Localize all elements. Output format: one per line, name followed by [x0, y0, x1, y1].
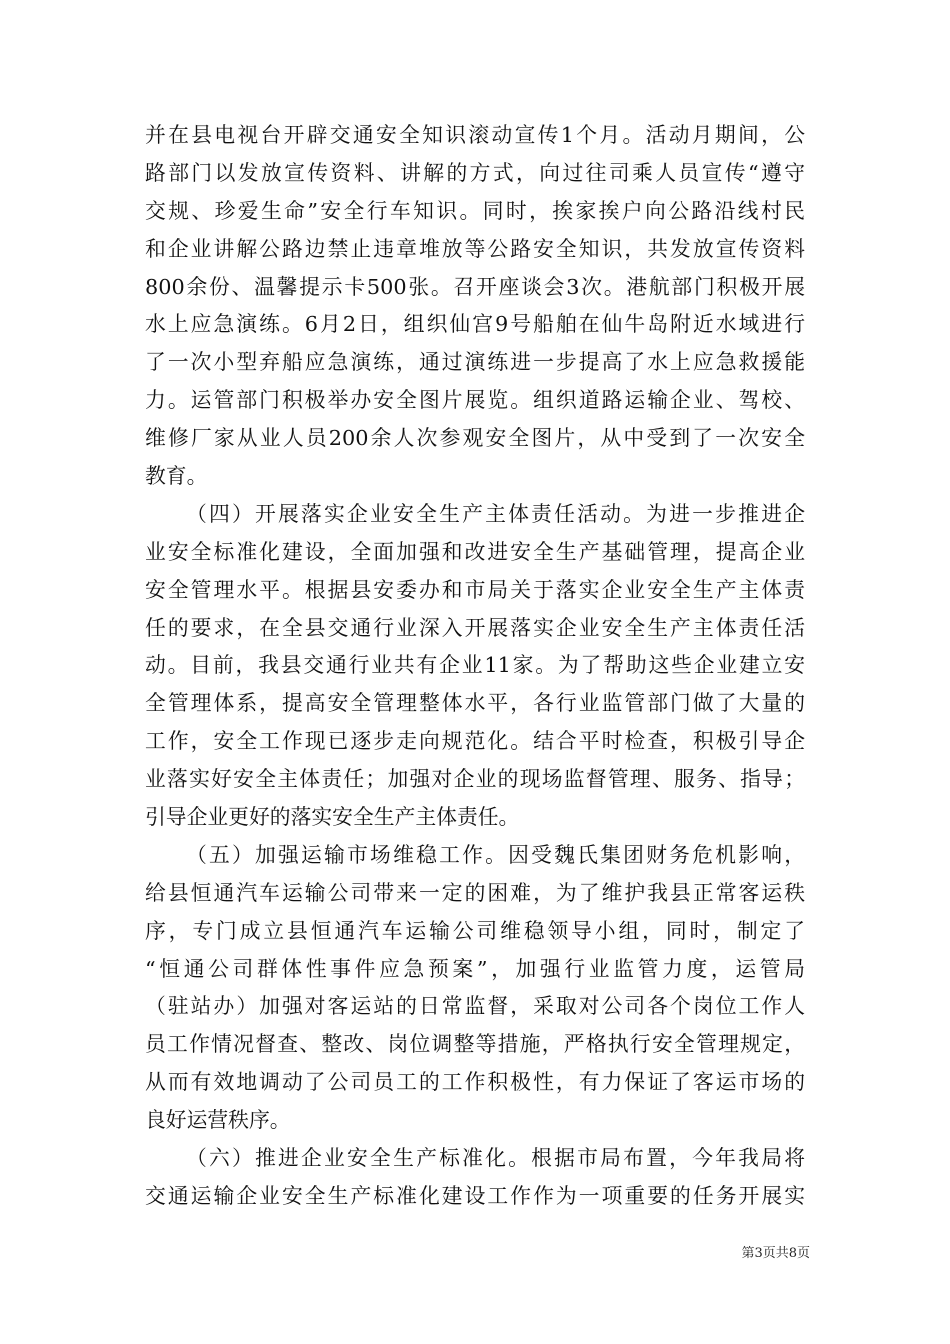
text-line: 良好运营秩序。: [145, 1108, 291, 1133]
text-line: 工作，安全工作现已逐步走向规范化。结合平时检查，积极引导企: [145, 729, 805, 754]
text-line: 动。目前，我县交通行业共有企业11家。为了帮助这些企业建立安: [145, 653, 805, 678]
text-line: “恒通公司群体性事件应急预案”，加强行业监管力度，运管局: [145, 956, 805, 981]
text-line: 序，专门成立县恒通汽车运输公司维稳领导小组，同时，制定了: [145, 918, 805, 943]
text-line: （五）加强运输市场维稳工作。因受魏氏集团财务危机影响，: [186, 842, 805, 867]
text-line: 800余份、温馨提示卡500张。召开座谈会3次。港航部门积极开展: [145, 274, 805, 299]
text-line: 全管理体系，提高安全管理整体水平，各行业监管部门做了大量的: [145, 691, 805, 716]
text-line: （六）推进企业安全生产标准化。根据市局布置，今年我局将: [186, 1146, 805, 1171]
text-line: 交通运输企业安全生产标准化建设工作作为一项重要的任务开展实: [145, 1183, 805, 1208]
text-line: 水上应急演练。6月2日，组织仙宫9号船舶在仙牛岛附近水域进行: [145, 312, 805, 337]
text-line: 业安全标准化建设，全面加强和改进安全生产基础管理，提高企业: [145, 539, 805, 564]
text-line: 力。运管部门积极举办安全图片展览。组织道路运输企业、驾校、: [145, 388, 805, 413]
text-line: 引导企业更好的落实安全生产主体责任。: [145, 805, 520, 830]
text-line: 教育。: [145, 464, 208, 489]
text-line: 和企业讲解公路边禁止违章堆放等公路安全知识，共发放宣传资料: [145, 236, 805, 261]
text-line: （四）开展落实企业安全生产主体责任活动。为进一步推进企: [186, 501, 805, 526]
page-number: 第3页共8页: [741, 1246, 810, 1261]
text-line: 业落实好安全主体责任；加强对企业的现场监督管理、服务、指导；: [145, 767, 805, 792]
text-line: 任的要求，在全县交通行业深入开展落实企业安全生产主体责任活: [145, 615, 805, 640]
text-line: 安全管理水平。根据县安委办和市局关于落实企业安全生产主体责: [145, 577, 805, 602]
document-body: [145, 117, 805, 1216]
paragraph-1: [145, 117, 805, 496]
text-line: 维修厂家从业人员200余人次参观安全图片，从中受到了一次安全: [145, 426, 805, 451]
text-line: （驻站办）加强对客运站的日常监督，采取对公司各个岗位工作人: [145, 994, 805, 1019]
text-line: 路部门以发放宣传资料、讲解的方式，向过往司乘人员宣传“遵守: [145, 160, 805, 185]
paragraph-2: [145, 496, 805, 837]
text-line: 给县恒通汽车运输公司带来一定的困难，为了维护我县正常客运秩: [145, 880, 805, 905]
text-line: 从而有效地调动了公司员工的工作积极性，有力保证了客运市场的: [145, 1070, 805, 1095]
paragraph-3: [145, 837, 805, 1140]
text-line: 交规、珍爱生命”安全行车知识。同时，挨家挨户向公路沿线村民: [145, 198, 805, 223]
text-line: 了一次小型弃船应急演练，通过演练进一步提高了水上应急救援能: [145, 350, 805, 375]
paragraph-4: [145, 1140, 805, 1216]
text-line: 员工作情况督查、整改、岗位调整等措施，严格执行安全管理规定，: [145, 1032, 805, 1057]
text-line: 并在县电视台开辟交通安全知识滚动宣传1个月。活动月期间，公: [145, 123, 805, 147]
